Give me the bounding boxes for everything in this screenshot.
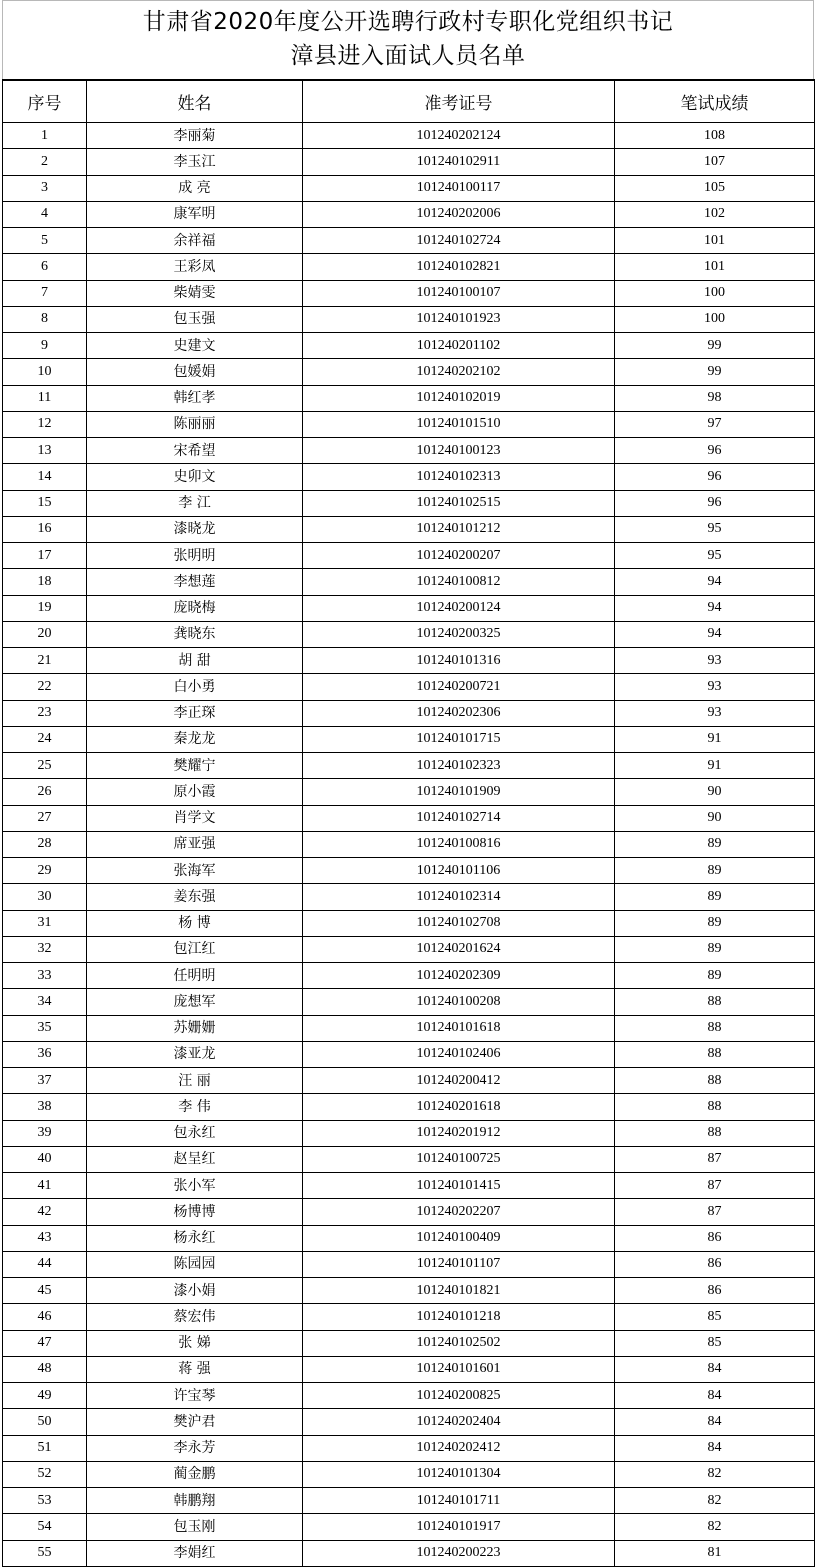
table-row <box>3 1199 815 1225</box>
cell-name: 李 江 <box>87 490 303 516</box>
table-row <box>3 385 815 411</box>
cell-ticket: 101240202006 <box>303 201 615 227</box>
table-row <box>3 726 815 752</box>
cell-ticket: 101240202404 <box>303 1409 615 1435</box>
cell-ticket: 101240100409 <box>303 1225 615 1251</box>
cell-name: 李永芳 <box>87 1435 303 1461</box>
cell-seq: 4 <box>3 201 87 227</box>
cell-ticket: 101240102821 <box>303 254 615 280</box>
cell-score: 93 <box>615 700 815 726</box>
table-row <box>3 963 815 989</box>
cell-seq: 11 <box>3 385 87 411</box>
cell-ticket: 101240101821 <box>303 1278 615 1304</box>
cell-score: 89 <box>615 963 815 989</box>
table-row <box>3 1041 815 1067</box>
cell-score: 87 <box>615 1173 815 1199</box>
cell-seq: 14 <box>3 464 87 490</box>
cell-seq: 38 <box>3 1094 87 1120</box>
cell-ticket: 101240102313 <box>303 464 615 490</box>
cell-name: 王彩凤 <box>87 254 303 280</box>
table-row <box>3 411 815 437</box>
cell-seq: 7 <box>3 280 87 306</box>
cell-ticket: 101240100117 <box>303 175 615 201</box>
cell-seq: 55 <box>3 1540 87 1566</box>
table-row <box>3 621 815 647</box>
table-row <box>3 858 815 884</box>
cell-seq: 52 <box>3 1461 87 1487</box>
cell-name: 史卯文 <box>87 464 303 490</box>
table-row <box>3 595 815 621</box>
table-row <box>3 490 815 516</box>
cell-seq: 24 <box>3 726 87 752</box>
cell-seq: 27 <box>3 805 87 831</box>
table-row <box>3 123 815 149</box>
title-line-2: 漳县进入面试人员名单 <box>290 43 526 69</box>
cell-score: 88 <box>615 1068 815 1094</box>
cell-seq: 49 <box>3 1383 87 1409</box>
table-row <box>3 1120 815 1146</box>
cell-seq: 33 <box>3 963 87 989</box>
table-row <box>3 1383 815 1409</box>
table-row <box>3 1225 815 1251</box>
table-row <box>3 1488 815 1514</box>
cell-name: 包江红 <box>87 936 303 962</box>
cell-score: 88 <box>615 989 815 1015</box>
cell-name: 肖学文 <box>87 805 303 831</box>
cell-name: 陈丽丽 <box>87 411 303 437</box>
cell-name: 李 伟 <box>87 1094 303 1120</box>
table-row <box>3 543 815 569</box>
cell-ticket: 101240101618 <box>303 1015 615 1041</box>
cell-score: 99 <box>615 359 815 385</box>
cell-score: 95 <box>615 543 815 569</box>
cell-ticket: 101240101917 <box>303 1514 615 1540</box>
cell-seq: 51 <box>3 1435 87 1461</box>
cell-ticket: 101240102911 <box>303 149 615 175</box>
cell-name: 庞晓梅 <box>87 595 303 621</box>
cell-score: 81 <box>615 1540 815 1566</box>
cell-score: 102 <box>615 201 815 227</box>
cell-seq: 8 <box>3 306 87 332</box>
cell-score: 82 <box>615 1514 815 1540</box>
cell-name: 李丽菊 <box>87 123 303 149</box>
cell-seq: 37 <box>3 1068 87 1094</box>
cell-name: 余祥福 <box>87 228 303 254</box>
cell-ticket: 101240200124 <box>303 595 615 621</box>
cell-score: 97 <box>615 411 815 437</box>
cell-name: 陈园园 <box>87 1251 303 1277</box>
cell-ticket: 101240100123 <box>303 438 615 464</box>
cell-name: 杨 博 <box>87 910 303 936</box>
table-row <box>3 175 815 201</box>
cell-score: 89 <box>615 831 815 857</box>
cell-score: 89 <box>615 858 815 884</box>
cell-ticket: 101240202412 <box>303 1435 615 1461</box>
cell-ticket: 101240101212 <box>303 516 615 542</box>
cell-score: 88 <box>615 1094 815 1120</box>
cell-name: 韩红孝 <box>87 385 303 411</box>
cell-score: 99 <box>615 333 815 359</box>
table-row <box>3 1094 815 1120</box>
cell-seq: 48 <box>3 1356 87 1382</box>
cell-score: 87 <box>615 1199 815 1225</box>
cell-seq: 6 <box>3 254 87 280</box>
table-row <box>3 359 815 385</box>
cell-ticket: 101240101415 <box>303 1173 615 1199</box>
cell-ticket: 101240102724 <box>303 228 615 254</box>
cell-seq: 53 <box>3 1488 87 1514</box>
cell-name: 柴婧雯 <box>87 280 303 306</box>
cell-name: 张明明 <box>87 543 303 569</box>
table-row <box>3 648 815 674</box>
cell-seq: 47 <box>3 1330 87 1356</box>
cell-seq: 12 <box>3 411 87 437</box>
cell-ticket: 101240102708 <box>303 910 615 936</box>
cell-name: 张海军 <box>87 858 303 884</box>
cell-name: 姜东强 <box>87 884 303 910</box>
table-row <box>3 1251 815 1277</box>
cell-score: 84 <box>615 1435 815 1461</box>
cell-seq: 43 <box>3 1225 87 1251</box>
cell-name: 秦龙龙 <box>87 726 303 752</box>
cell-score: 90 <box>615 779 815 805</box>
cell-name: 杨永红 <box>87 1225 303 1251</box>
cell-seq: 30 <box>3 884 87 910</box>
cell-seq: 22 <box>3 674 87 700</box>
cell-ticket: 101240101909 <box>303 779 615 805</box>
cell-score: 100 <box>615 280 815 306</box>
cell-ticket: 101240102714 <box>303 805 615 831</box>
cell-score: 107 <box>615 149 815 175</box>
cell-seq: 23 <box>3 700 87 726</box>
header-ticket: 准考证号 <box>303 80 615 123</box>
cell-name: 李想莲 <box>87 569 303 595</box>
cell-seq: 18 <box>3 569 87 595</box>
cell-score: 84 <box>615 1383 815 1409</box>
cell-ticket: 101240100107 <box>303 280 615 306</box>
cell-seq: 15 <box>3 490 87 516</box>
table-row <box>3 1356 815 1382</box>
cell-score: 89 <box>615 884 815 910</box>
table-row <box>3 1304 815 1330</box>
cell-name: 苏姗姗 <box>87 1015 303 1041</box>
table-row <box>3 674 815 700</box>
cell-name: 赵呈红 <box>87 1146 303 1172</box>
cell-score: 84 <box>615 1409 815 1435</box>
cell-name: 李玉江 <box>87 149 303 175</box>
cell-score: 98 <box>615 385 815 411</box>
cell-seq: 13 <box>3 438 87 464</box>
cell-seq: 50 <box>3 1409 87 1435</box>
cell-seq: 54 <box>3 1514 87 1540</box>
cell-score: 88 <box>615 1120 815 1146</box>
cell-name: 蒋 强 <box>87 1356 303 1382</box>
cell-seq: 10 <box>3 359 87 385</box>
cell-name: 龚晓东 <box>87 621 303 647</box>
cell-ticket: 101240101601 <box>303 1356 615 1382</box>
cell-name: 胡 甜 <box>87 648 303 674</box>
table-row <box>3 1409 815 1435</box>
table-body <box>3 123 815 1567</box>
cell-seq: 46 <box>3 1304 87 1330</box>
cell-score: 96 <box>615 438 815 464</box>
cell-name: 包永红 <box>87 1120 303 1146</box>
cell-name: 张 娣 <box>87 1330 303 1356</box>
table-row <box>3 1278 815 1304</box>
cell-ticket: 101240202309 <box>303 963 615 989</box>
table-row <box>3 831 815 857</box>
cell-score: 94 <box>615 621 815 647</box>
table-row <box>3 149 815 175</box>
cell-name: 韩鹏翔 <box>87 1488 303 1514</box>
cell-ticket: 101240200412 <box>303 1068 615 1094</box>
table-header-row <box>3 80 815 123</box>
cell-ticket: 101240201624 <box>303 936 615 962</box>
cell-name: 包媛娟 <box>87 359 303 385</box>
cell-score: 82 <box>615 1488 815 1514</box>
cell-seq: 3 <box>3 175 87 201</box>
cell-seq: 41 <box>3 1173 87 1199</box>
cell-ticket: 101240200721 <box>303 674 615 700</box>
cell-ticket: 101240102502 <box>303 1330 615 1356</box>
cell-name: 白小勇 <box>87 674 303 700</box>
cell-ticket: 101240202124 <box>303 123 615 149</box>
cell-name: 任明明 <box>87 963 303 989</box>
cell-ticket: 101240202102 <box>303 359 615 385</box>
cell-seq: 34 <box>3 989 87 1015</box>
table-row <box>3 516 815 542</box>
cell-seq: 45 <box>3 1278 87 1304</box>
table-row <box>3 989 815 1015</box>
cell-name: 许宝琴 <box>87 1383 303 1409</box>
cell-score: 108 <box>615 123 815 149</box>
document-title <box>2 0 814 79</box>
cell-score: 86 <box>615 1278 815 1304</box>
cell-score: 89 <box>615 910 815 936</box>
cell-score: 85 <box>615 1304 815 1330</box>
cell-name: 康军明 <box>87 201 303 227</box>
cell-score: 95 <box>615 516 815 542</box>
cell-seq: 36 <box>3 1041 87 1067</box>
header-seq: 序号 <box>3 80 87 123</box>
table-row <box>3 700 815 726</box>
cell-score: 105 <box>615 175 815 201</box>
cell-seq: 28 <box>3 831 87 857</box>
cell-ticket: 101240101107 <box>303 1251 615 1277</box>
table-row <box>3 1068 815 1094</box>
table-row <box>3 779 815 805</box>
cell-name: 漆晓龙 <box>87 516 303 542</box>
table-row <box>3 753 815 779</box>
table-row <box>3 805 815 831</box>
cell-name: 包玉强 <box>87 306 303 332</box>
cell-seq: 29 <box>3 858 87 884</box>
cell-seq: 20 <box>3 621 87 647</box>
table-row <box>3 464 815 490</box>
cell-ticket: 101240100812 <box>303 569 615 595</box>
cell-name: 李正琛 <box>87 700 303 726</box>
cell-score: 96 <box>615 490 815 516</box>
cell-ticket: 101240101510 <box>303 411 615 437</box>
cell-score: 91 <box>615 726 815 752</box>
cell-score: 96 <box>615 464 815 490</box>
cell-name: 成 亮 <box>87 175 303 201</box>
cell-ticket: 101240200207 <box>303 543 615 569</box>
cell-ticket: 101240101715 <box>303 726 615 752</box>
cell-name: 樊沪君 <box>87 1409 303 1435</box>
cell-ticket: 101240100208 <box>303 989 615 1015</box>
cell-ticket: 101240201618 <box>303 1094 615 1120</box>
cell-ticket: 101240100725 <box>303 1146 615 1172</box>
cell-score: 86 <box>615 1225 815 1251</box>
table-row <box>3 228 815 254</box>
table-row <box>3 569 815 595</box>
table-row <box>3 1015 815 1041</box>
cell-ticket: 101240101106 <box>303 858 615 884</box>
cell-ticket: 101240201102 <box>303 333 615 359</box>
cell-name: 张小军 <box>87 1173 303 1199</box>
cell-ticket: 101240101711 <box>303 1488 615 1514</box>
cell-score: 90 <box>615 805 815 831</box>
cell-ticket: 101240102314 <box>303 884 615 910</box>
cell-name: 宋希望 <box>87 438 303 464</box>
table-row <box>3 1146 815 1172</box>
table-row <box>3 884 815 910</box>
cell-name: 杨博博 <box>87 1199 303 1225</box>
cell-seq: 31 <box>3 910 87 936</box>
cell-ticket: 101240200825 <box>303 1383 615 1409</box>
cell-score: 101 <box>615 254 815 280</box>
cell-ticket: 101240101218 <box>303 1304 615 1330</box>
cell-score: 88 <box>615 1015 815 1041</box>
title-line-1: 甘肃省2020年度公开选聘行政村专职化党组织书记 <box>142 9 674 35</box>
cell-score: 93 <box>615 648 815 674</box>
cell-name: 汪 丽 <box>87 1068 303 1094</box>
table-row <box>3 1330 815 1356</box>
table-row <box>3 1173 815 1199</box>
cell-ticket: 101240200325 <box>303 621 615 647</box>
cell-score: 82 <box>615 1461 815 1487</box>
cell-seq: 21 <box>3 648 87 674</box>
cell-seq: 35 <box>3 1015 87 1041</box>
cell-ticket: 101240101304 <box>303 1461 615 1487</box>
cell-name: 漆亚龙 <box>87 1041 303 1067</box>
cell-seq: 42 <box>3 1199 87 1225</box>
cell-name: 原小霞 <box>87 779 303 805</box>
candidate-table <box>2 79 815 1567</box>
cell-ticket: 101240102515 <box>303 490 615 516</box>
cell-score: 91 <box>615 753 815 779</box>
cell-score: 89 <box>615 936 815 962</box>
cell-name: 蔡宏伟 <box>87 1304 303 1330</box>
cell-name: 包玉刚 <box>87 1514 303 1540</box>
cell-name: 李娟红 <box>87 1540 303 1566</box>
cell-seq: 25 <box>3 753 87 779</box>
cell-ticket: 101240102019 <box>303 385 615 411</box>
cell-score: 94 <box>615 569 815 595</box>
cell-seq: 9 <box>3 333 87 359</box>
table-row <box>3 254 815 280</box>
cell-score: 86 <box>615 1251 815 1277</box>
table-row <box>3 1540 815 1566</box>
cell-seq: 39 <box>3 1120 87 1146</box>
cell-ticket: 101240201912 <box>303 1120 615 1146</box>
cell-seq: 44 <box>3 1251 87 1277</box>
cell-score: 101 <box>615 228 815 254</box>
cell-name: 漆小娟 <box>87 1278 303 1304</box>
cell-seq: 40 <box>3 1146 87 1172</box>
cell-name: 史建文 <box>87 333 303 359</box>
cell-score: 94 <box>615 595 815 621</box>
cell-name: 席亚强 <box>87 831 303 857</box>
table-row <box>3 306 815 332</box>
cell-ticket: 101240202306 <box>303 700 615 726</box>
cell-score: 85 <box>615 1330 815 1356</box>
cell-ticket: 101240100816 <box>303 831 615 857</box>
cell-seq: 5 <box>3 228 87 254</box>
cell-seq: 16 <box>3 516 87 542</box>
table-row <box>3 201 815 227</box>
cell-seq: 32 <box>3 936 87 962</box>
cell-score: 88 <box>615 1041 815 1067</box>
table-row <box>3 333 815 359</box>
cell-seq: 1 <box>3 123 87 149</box>
cell-ticket: 101240102406 <box>303 1041 615 1067</box>
table-row <box>3 280 815 306</box>
table-row <box>3 936 815 962</box>
header-score: 笔试成绩 <box>615 80 815 123</box>
table-row <box>3 910 815 936</box>
table-row <box>3 1514 815 1540</box>
cell-seq: 17 <box>3 543 87 569</box>
cell-ticket: 101240101923 <box>303 306 615 332</box>
table-row <box>3 1461 815 1487</box>
cell-score: 84 <box>615 1356 815 1382</box>
cell-score: 100 <box>615 306 815 332</box>
cell-seq: 2 <box>3 149 87 175</box>
cell-ticket: 101240101316 <box>303 648 615 674</box>
cell-score: 87 <box>615 1146 815 1172</box>
table-row <box>3 1435 815 1461</box>
cell-name: 樊耀宁 <box>87 753 303 779</box>
header-name: 姓名 <box>87 80 303 123</box>
cell-seq: 26 <box>3 779 87 805</box>
cell-score: 93 <box>615 674 815 700</box>
cell-name: 蔺金鹏 <box>87 1461 303 1487</box>
cell-name: 庞想军 <box>87 989 303 1015</box>
table-row <box>3 438 815 464</box>
cell-ticket: 101240200223 <box>303 1540 615 1566</box>
cell-ticket: 101240202207 <box>303 1199 615 1225</box>
cell-seq: 19 <box>3 595 87 621</box>
cell-ticket: 101240102323 <box>303 753 615 779</box>
